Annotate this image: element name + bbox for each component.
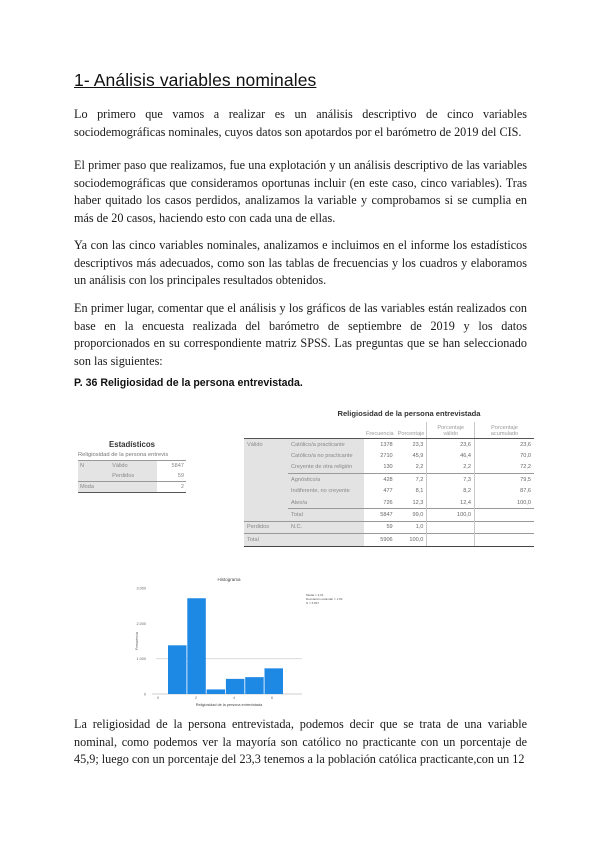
x-tick-label: 2 [195, 696, 197, 700]
table-cell-group: Perdidos [244, 521, 288, 533]
table-cell-cum: 72,2 [474, 462, 534, 474]
frequency-table-title: Religiosidad de la persona entrevistada [337, 409, 481, 418]
table-cell-freq: 477 [383, 488, 393, 495]
table-cell [78, 471, 110, 482]
table-cell-valid: 100,0 [427, 509, 475, 521]
histogram-bar [226, 679, 245, 694]
table-cell-freq: 5906 [364, 534, 396, 546]
table-row [244, 497, 534, 509]
table-row [244, 486, 534, 497]
table-cell: Válido [110, 461, 157, 472]
table-cell-valid: 46,4 [427, 450, 475, 461]
chart-title: Histograma [217, 577, 241, 582]
paragraph-first-step: El primer paso que realizamos, fue una explotación y un análisis descriptivo de las variables sociodemográficas que consideramos oportunas incluir (en este caso, cinco variables). Tras haber quitado los casos perdidos, analizamos la variable y comprobamos si se cumplia en más de 20 casos, haciendo esto con cada una de ellas. [74, 158, 527, 225]
table-cell-pct: 12,3 [412, 499, 424, 506]
column-header [288, 422, 364, 439]
table-cell-group: Total [244, 534, 288, 546]
y-tick-label: 2.000 [136, 621, 146, 626]
column-header: Porcentaje [396, 422, 427, 439]
table-cell-pct: 23,3 [396, 439, 427, 451]
table-cell: N [78, 461, 110, 472]
column-header: Porcentaje válido [427, 422, 475, 439]
frequency-table [244, 409, 534, 547]
table-cell-group: Válido [244, 439, 288, 451]
table-cell [110, 482, 157, 493]
table-cell-cum: 100,0 [474, 497, 534, 509]
table-cell-cum [474, 534, 534, 546]
table-cell-label: Ateo/a [288, 497, 364, 509]
table-cell-valid [427, 534, 475, 546]
table-cell-pct: 8,1 [415, 488, 424, 495]
table-cell-label: N.C. [288, 521, 364, 533]
table-cell: 2 [157, 482, 186, 493]
paragraph-variables: Ya con las cinco variables nominales, analizamos e incluimos en el informe los estadísticos descriptivos más adecuados, como son las tablas de frecuencias y los cuadros y elaboramos un análisis con los principales resultados obtenidos. [74, 238, 527, 288]
table-cell-cum: 70,0 [474, 450, 534, 461]
table-cell: Moda [78, 482, 110, 493]
table-cell-freq: 5847 [364, 509, 396, 521]
table-cell-label: Total [288, 509, 364, 521]
paragraph-data-source: En primer lugar, comentar que el análisis y los gráficos de las variables están realizados con base en la encuesta realizada del barómetro de septiembre de 2019 y los datos proporcionados en su correspondiente matriz SPSS. Las preguntas que se han seleccionado son las siguientes: [74, 301, 527, 368]
table-cell-valid: 23,6 [427, 439, 475, 451]
table-cell-freq: 130 [383, 464, 393, 471]
histogram-bar [245, 677, 264, 694]
table-cell-group [244, 462, 288, 474]
y-tick-label: 0 [143, 692, 146, 697]
table-cell-group [244, 450, 288, 461]
histogram-bar [265, 668, 284, 694]
table-cell-group [244, 486, 288, 497]
x-axis-label: Religiosidad de la persona entrevistada [195, 703, 263, 707]
table-cell-pct: 1,0 [396, 521, 427, 533]
table-cell-pct: 99,0 [396, 509, 427, 521]
table-row [78, 471, 186, 482]
table-cell-valid [427, 521, 475, 533]
table-cell-cum: 87,6 [474, 486, 534, 497]
table-cell-freq: 59 [364, 521, 396, 533]
table-cell-valid: 2,2 [427, 462, 475, 474]
table-row [244, 521, 534, 533]
histogram-chart [134, 574, 354, 712]
table-cell-label [288, 534, 364, 546]
table-row [244, 462, 534, 474]
column-header: Frecuencia [364, 422, 396, 439]
table-cell-freq: 2710 [380, 453, 393, 460]
histogram-svg [134, 574, 354, 712]
table-cell-group [244, 509, 288, 521]
x-tick-label: 4 [233, 696, 235, 700]
table-row [244, 509, 534, 521]
table-cell-cum [474, 509, 534, 521]
x-tick-label: 0 [157, 696, 159, 700]
table-header-row [244, 422, 534, 439]
histogram-bar [207, 689, 226, 694]
y-tick-label: 3.000 [136, 586, 146, 591]
table-cell-valid: 7,3 [427, 474, 475, 486]
table-cell-group [244, 474, 288, 486]
table-cell-label: Católico/a practicante [288, 439, 364, 451]
table-cell-freq: 726 [383, 499, 393, 506]
table-cell: 59 [177, 473, 184, 479]
table-cell-group [244, 497, 288, 509]
table-cell-cum [474, 521, 534, 533]
x-tick-label: 6 [271, 696, 273, 700]
statistics-subtitle: Religiosidad de la persona entrevis [78, 452, 169, 458]
section-heading: 1- Análisis variables nominales [74, 70, 317, 90]
table-cell-cum: 79,5 [474, 474, 534, 486]
question-subheading: P. 36 Religiosidad de la persona entrevistada. [74, 377, 303, 389]
table-cell-pct: 100,0 [396, 534, 427, 546]
table-cell-cum: 23,6 [474, 439, 534, 451]
table-row [244, 439, 534, 451]
table-cell-valid: 12,4 [427, 497, 475, 509]
y-axis-label: Frecuencia [135, 632, 139, 650]
table-cell-freq: 428 [364, 474, 396, 486]
table-row [78, 482, 186, 493]
table-cell-freq: 1378 [364, 439, 396, 451]
histogram-bar [187, 598, 206, 694]
table-cell-label: Indiferente, no creyente [288, 486, 364, 497]
table-cell-pct: 7,2 [396, 474, 427, 486]
table-row [244, 474, 534, 486]
legend-line: Media = 2,91 [306, 593, 324, 597]
paragraph-analysis: La religiosidad de la persona entrevistada, podemos decir que se trata de una variable nominal, como podemos ver la mayoría son católico no practicante con un porcentaje de 45,9; luego con un porcentaje del 23,3 tenemos a la población católica practicante,con un 12 [74, 717, 527, 767]
paragraph-intro: Lo primero que vamos a realizar es un análisis descriptivo de cinco variables sociodemográficas nominales, cuyos datos son apotardos por el barómetro de 2019 del CIS. [74, 107, 527, 139]
table-row [244, 450, 534, 461]
table-cell-label: Católico/a no practicante [288, 450, 364, 461]
column-header [244, 422, 288, 439]
y-tick-label: 1.000 [136, 657, 146, 662]
table-cell-label: Agnóstico/a [288, 474, 364, 486]
histogram-bar [168, 645, 187, 694]
table-cell-label: Creyente de otra religión [288, 462, 364, 474]
table-cell-pct: 2,2 [415, 464, 424, 471]
table-cell-pct: 45,9 [412, 453, 424, 460]
statistics-table [78, 440, 186, 493]
legend-line: N = 5.847 [306, 601, 320, 605]
table-cell-valid: 8,2 [427, 486, 475, 497]
table-cell: Perdidos [110, 471, 157, 482]
legend-line: Desviación estándar = 1,83 [306, 597, 343, 601]
table-row [78, 461, 186, 472]
table-cell: 5847 [157, 461, 186, 472]
statistics-title: Estadísticos [109, 440, 155, 449]
table-row [244, 534, 534, 546]
column-header: Porcentaje acumulado [474, 422, 534, 439]
